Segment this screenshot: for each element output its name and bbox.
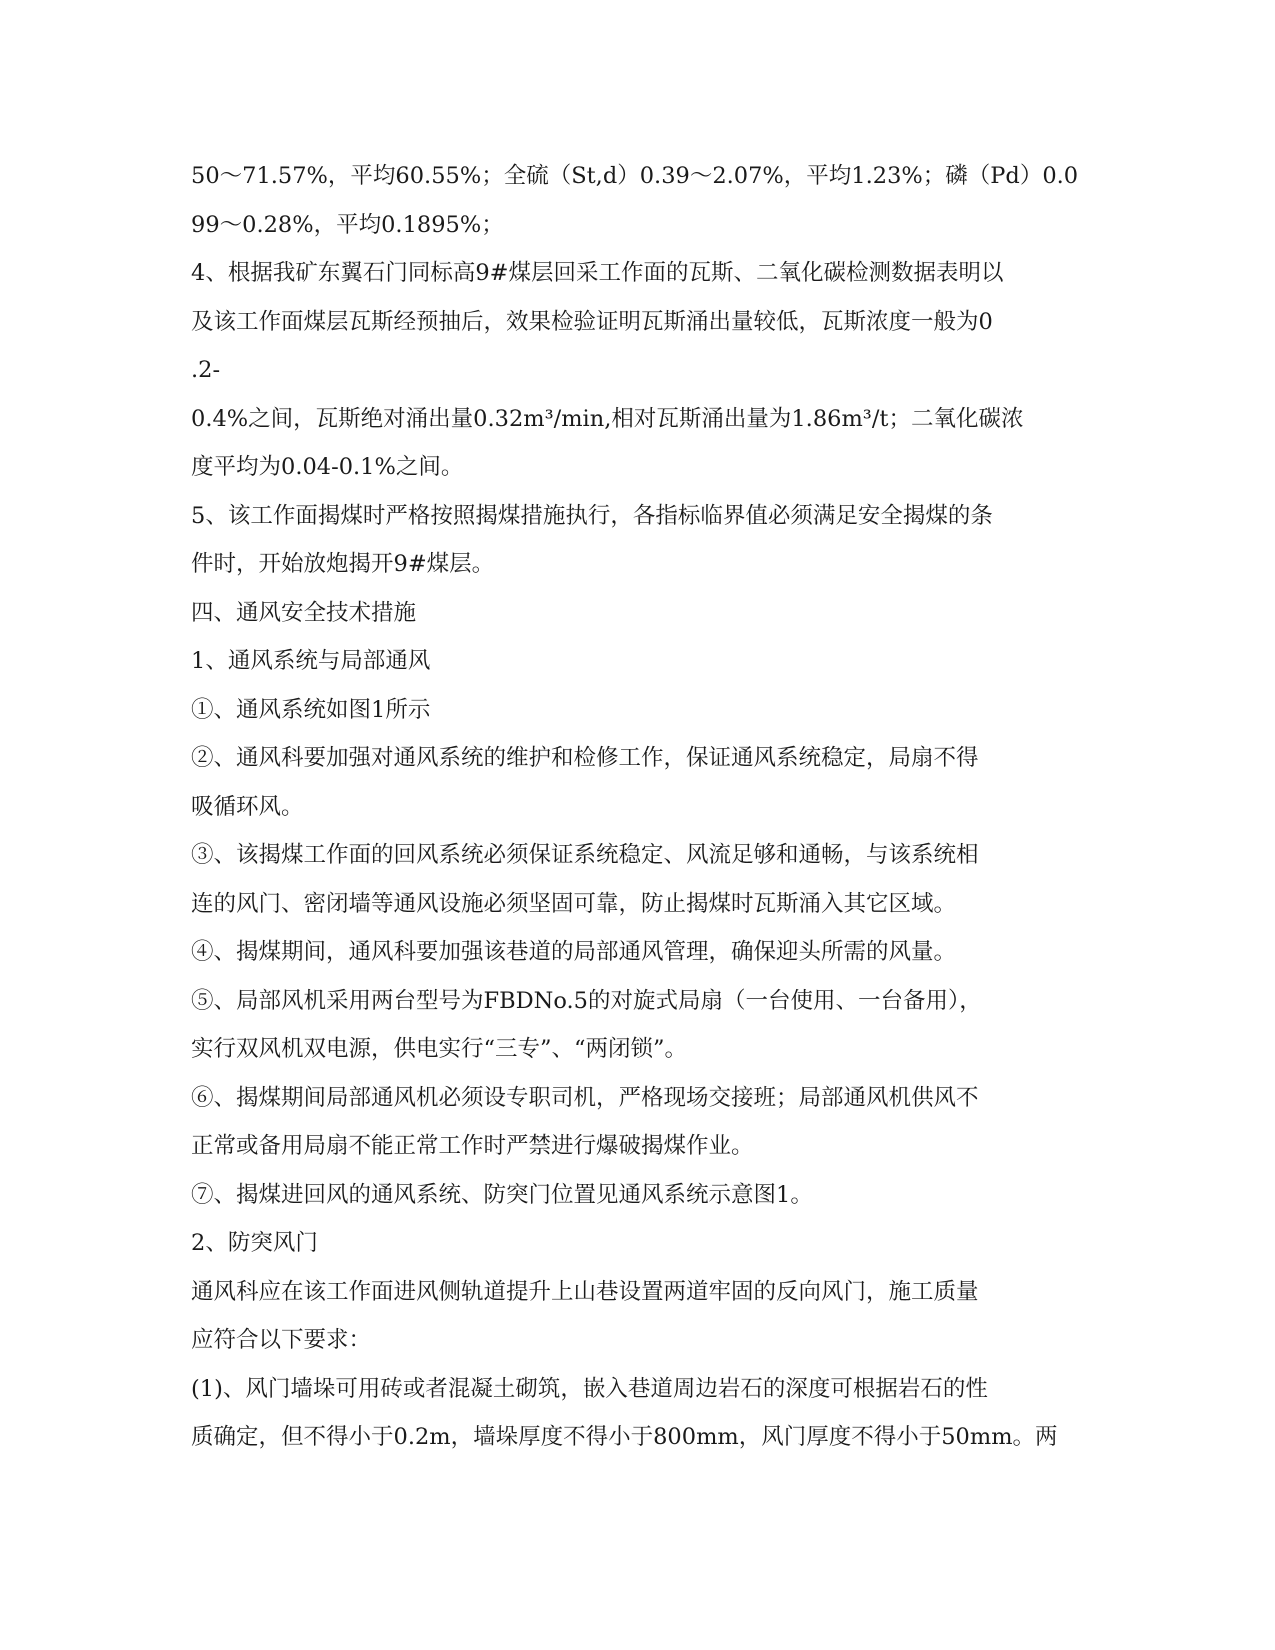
text-line: 及该工作面煤层瓦斯经预抽后，效果检验证明瓦斯涌出量较低，瓦斯浓度一般为0 xyxy=(191,308,993,335)
text-line: 50～71.57%，平均60.55%；全硫（St,d）0.39～2.07%，平均1.23%；磷（Pd）0.0 xyxy=(191,163,1079,189)
text-line: 件时，开始放炮揭开9#煤层。 xyxy=(191,551,495,577)
text-line: 度平均为0.04-0.1%之间。 xyxy=(191,454,464,480)
text-line: 99～0.28%，平均0.1895%； xyxy=(191,211,504,238)
text-line: ①、通风系统如图1所示 xyxy=(191,696,431,723)
text-line: ⑦、揭煤进回风的通风系统、防突门位置见通风系统示意图1。 xyxy=(191,1181,813,1208)
text-line: ③、该揭煤工作面的回风系统必须保证系统稳定、风流足够和通畅，与该系统相 xyxy=(191,842,979,868)
text-line: 5、该工作面揭煤时严格按照揭煤措施执行，各指标临界值必须满足安全揭煤的条 xyxy=(191,502,993,529)
text-line: 0.4%之间，瓦斯绝对涌出量0.32m³/min,相对瓦斯涌出量为1.86m³/t；二氧化碳浓 xyxy=(191,405,1024,432)
text-line: 吸循环风。 xyxy=(191,793,304,820)
text-line: 连的风门、密闭墙等通风设施必须坚固可靠，防止揭煤时瓦斯涌入其它区域。 xyxy=(191,890,957,917)
section-heading: 四、通风安全技术措施 xyxy=(191,599,417,626)
document-body xyxy=(191,152,1079,1462)
text-line: .2- xyxy=(191,357,221,383)
text-line: (1)、风门墙垛可用砖或者混凝土砌筑，嵌入巷道周边岩石的深度可根据岩石的性 xyxy=(191,1375,988,1402)
text-line: 4、根据我矿东翼石门同标高9#煤层回采工作面的瓦斯、二氧化碳检测数据表明以 xyxy=(191,260,1004,286)
text-line: 实行双风机双电源，供电实行“三专”、“两闭锁”。 xyxy=(191,1036,688,1062)
subsection-heading: 2、防突风门 xyxy=(191,1230,318,1256)
text-line: ⑤、局部风机采用两台型号为FBDNo.5的对旋式局扇（一台使用、一台备用）， xyxy=(191,987,982,1014)
text-line: 正常或备用局扇不能正常工作时严禁进行爆破揭煤作业。 xyxy=(191,1133,754,1159)
text-line: ④、揭煤期间，通风科要加强该巷道的局部通风管理，确保迎头所需的风量。 xyxy=(191,939,957,965)
text-line: 质确定，但不得小于0.2m，墙垛厚度不得小于800mm，风门厚度不得小于50mm。两 xyxy=(191,1424,1058,1450)
subsection-heading: 1、通风系统与局部通风 xyxy=(191,648,431,674)
text-line: ⑥、揭煤期间局部通风机必须设专职司机，严格现场交接班；局部通风机供风不 xyxy=(191,1084,979,1111)
text-line: 应符合以下要求： xyxy=(191,1327,372,1353)
text-line: 通风科应在该工作面进风侧轨道提升上山巷设置两道牢固的反向风门，施工质量 xyxy=(191,1278,979,1305)
text-line: ②、通风科要加强对通风系统的维护和检修工作，保证通风系统稳定，局扇不得 xyxy=(191,745,979,771)
